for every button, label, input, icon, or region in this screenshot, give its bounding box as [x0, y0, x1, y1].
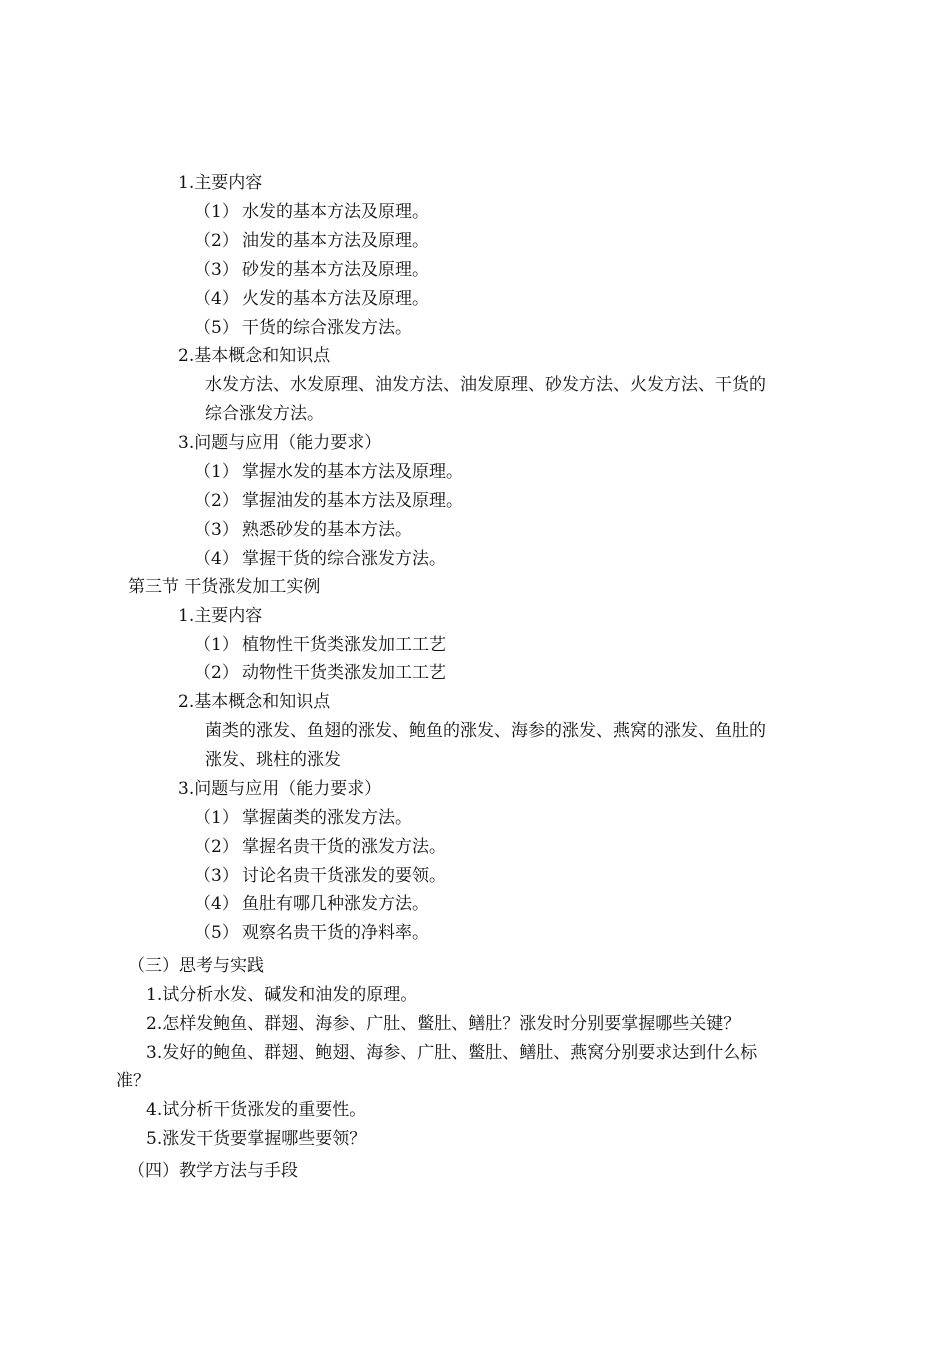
- item-text: 熟悉砂发的基本方法。: [242, 520, 412, 540]
- practice-question-3-line-1: 3.发好的鲍鱼、群翅、鲍翅、海参、广肚、鳖肚、鳝肚、燕窝分别要求达到什么标: [146, 1043, 758, 1063]
- list-item: [194, 893, 429, 915]
- item-number: （4）: [194, 894, 239, 914]
- item-text: 砂发的基本方法及原理。: [242, 260, 429, 280]
- practice-question-1: 1.试分析水发、碱发和油发的原理。: [146, 985, 418, 1005]
- item-number: （3）: [194, 260, 239, 280]
- list-item: [194, 865, 446, 887]
- list-item: [194, 201, 429, 223]
- item-text: 观察名贵干货的净料率。: [242, 923, 429, 943]
- practice-question-3-line-2: 准？: [116, 1071, 150, 1091]
- main-content-heading: 1.主要内容: [178, 606, 263, 626]
- list-item: [194, 288, 429, 310]
- practice-question-2: 2.怎样发鲍鱼、群翅、海参、广肚、鳖肚、鳝肚？涨发时分别要掌握哪些关键？: [146, 1014, 741, 1034]
- list-item: [194, 317, 412, 339]
- item-number: （3）: [194, 866, 239, 886]
- methods-title: （四）教学方法与手段: [128, 1161, 298, 1181]
- item-text: 干货的综合涨发方法。: [242, 318, 412, 338]
- item-number: （3）: [194, 520, 239, 540]
- practice-title: （三）思考与实践: [128, 956, 264, 976]
- concepts-text-line-2: 综合涨发方法。: [205, 404, 324, 424]
- item-number: （2）: [194, 663, 239, 683]
- item-number: （4）: [194, 549, 239, 569]
- concepts-text-line-1: 菌类的涨发、鱼翅的涨发、鲍鱼的涨发、海参的涨发、燕窝的涨发、鱼肚的: [205, 721, 766, 741]
- list-item: [194, 836, 446, 858]
- item-number: （2）: [194, 837, 239, 857]
- practice-question-4: 4.试分析干货涨发的重要性。: [146, 1100, 367, 1120]
- application-heading: 3.问题与应用（能力要求）: [178, 779, 382, 799]
- item-text: 植物性干货类涨发加工工艺: [242, 635, 446, 655]
- main-content-heading: 1.主要内容: [178, 173, 263, 193]
- list-item: [194, 922, 429, 944]
- concepts-text-line-2: 涨发、珧柱的涨发: [205, 750, 341, 770]
- item-number: （5）: [194, 923, 239, 943]
- item-text: 掌握油发的基本方法及原理。: [242, 491, 463, 511]
- list-item: [194, 230, 429, 252]
- list-item: [194, 662, 446, 684]
- concepts-text-line-1: 水发方法、水发原理、油发方法、油发原理、砂发方法、火发方法、干货的: [205, 375, 766, 395]
- practice-question-5: 5.涨发干货要掌握哪些要领？: [146, 1129, 367, 1149]
- item-text: 油发的基本方法及原理。: [242, 231, 429, 251]
- item-number: （5）: [194, 318, 239, 338]
- list-item: [194, 490, 463, 512]
- list-item: [194, 634, 446, 656]
- item-text: 鱼肚有哪几种涨发方法。: [242, 894, 429, 914]
- item-number: （4）: [194, 289, 239, 309]
- list-item: [194, 259, 429, 281]
- concepts-heading: 2.基本概念和知识点: [178, 692, 331, 712]
- item-number: （1）: [194, 462, 239, 482]
- item-text: 掌握名贵干货的涨发方法。: [242, 837, 446, 857]
- item-text: 掌握水发的基本方法及原理。: [242, 462, 463, 482]
- list-item: [194, 461, 463, 483]
- item-number: （1）: [194, 635, 239, 655]
- list-item: [194, 519, 412, 541]
- item-text: 讨论名贵干货涨发的要领。: [242, 866, 446, 886]
- concepts-heading: 2.基本概念和知识点: [178, 346, 331, 366]
- item-number: （1）: [194, 202, 239, 222]
- item-text: 火发的基本方法及原理。: [242, 289, 429, 309]
- item-number: （2）: [194, 231, 239, 251]
- item-number: （1）: [194, 808, 239, 828]
- item-text: 动物性干货类涨发加工工艺: [242, 663, 446, 683]
- item-number: （2）: [194, 491, 239, 511]
- item-text: 掌握菌类的涨发方法。: [242, 808, 412, 828]
- item-text: 水发的基本方法及原理。: [242, 202, 429, 222]
- section-title: 第三节 干货涨发加工实例: [128, 577, 321, 597]
- application-heading: 3.问题与应用（能力要求）: [178, 433, 382, 453]
- item-text: 掌握干货的综合涨发方法。: [242, 549, 446, 569]
- list-item: [194, 807, 412, 829]
- list-item: [194, 548, 446, 570]
